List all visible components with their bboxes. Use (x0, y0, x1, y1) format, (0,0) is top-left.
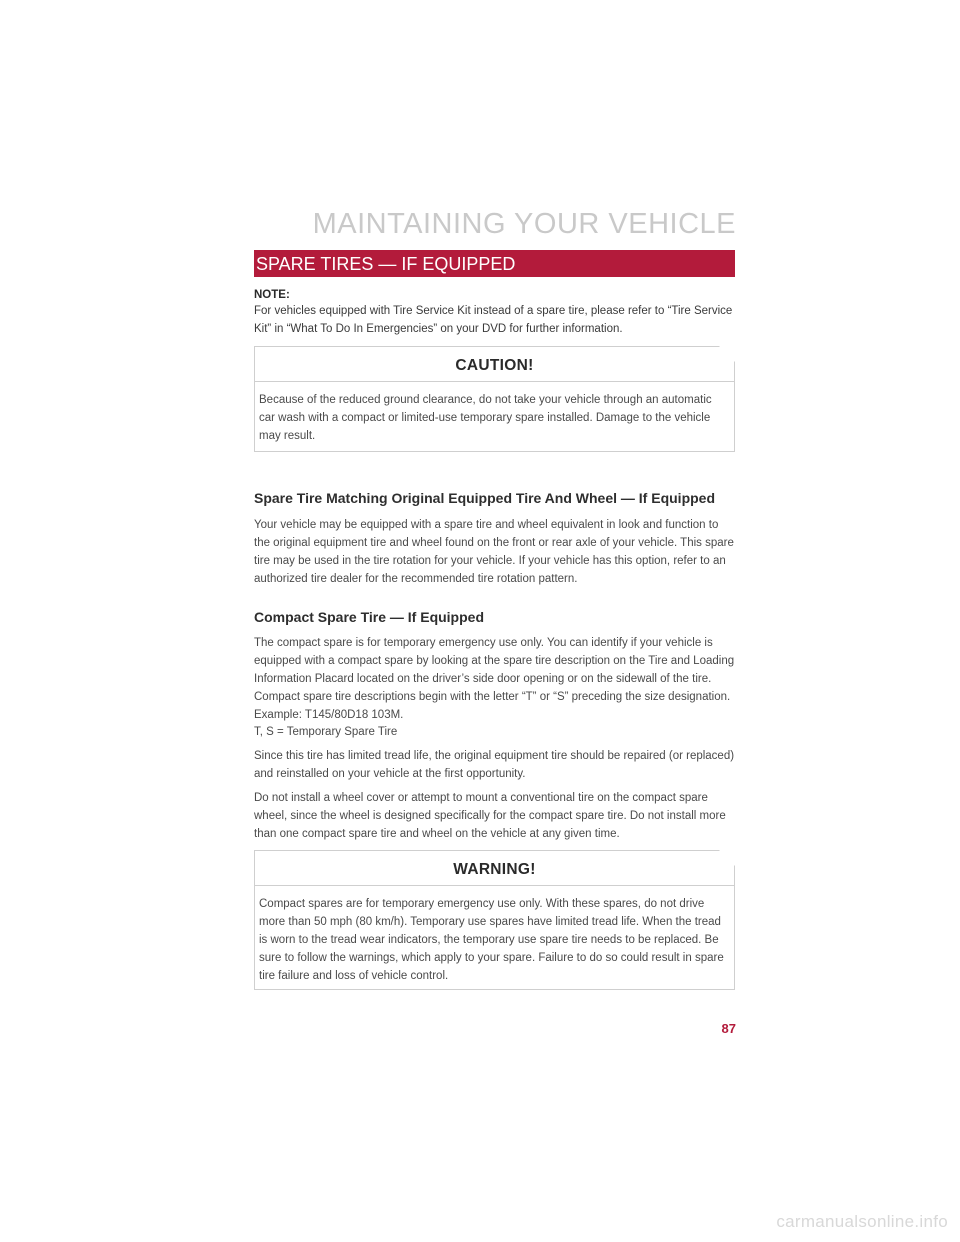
warning-box (254, 850, 735, 990)
page-number: 87 (721, 1021, 736, 1036)
section-title: SPARE TIRES — IF EQUIPPED (256, 254, 516, 274)
folded-corner (719, 346, 735, 362)
compact-spare-paragraph-4: Do not install a wheel cover or attempt to mount a conventional tire on the compact spare wheel, since the wheel is designed specifically for the compact spare tire. Do not install more than one compact spare tire and wheel on the vehicle at any given time. (254, 792, 726, 840)
warning-text: Compact spares are for temporary emergency use only. With these spares, do not drive more than 50 mph (80 km/h). Temporary use spares have limited tread life. When the tread is worn to the tread wear indicators, the temporary use spare tire needs to be replaced. Be sure to follow the warnings, which apply to your spare. Failure to do so could result in spare tire failure and loss of vehicle control. (259, 898, 724, 982)
folded-corner (719, 850, 735, 866)
caution-box (254, 346, 735, 452)
compact-spare-paragraph-3: Since this tire has limited tread life, the original equipment tire should be repaired (or replaced) and reinstalled on your vehicle at the first opportunity. (254, 750, 735, 780)
compact-spare-paragraph-2: T, S = Temporary Spare Tire (254, 726, 398, 738)
matching-spare-heading: Spare Tire Matching Original Equipped Tire And Wheel — If Equipped (254, 490, 716, 506)
chapter-title: MAINTAINING YOUR VEHICLE (312, 208, 736, 240)
caution-title: CAUTION! (255, 347, 734, 382)
section-title-bar (254, 250, 735, 277)
watermark: carmanualsonline.info (776, 1212, 948, 1231)
note-text: For vehicles equipped with Tire Service Kit instead of a spare tire, please refer to “Tire Service Kit” in “What To Do In Emergencies” on your DVD for further information. (254, 305, 733, 335)
warning-title: WARNING! (255, 851, 734, 886)
caution-text: Because of the reduced ground clearance, do not take your vehicle through an automatic car wash with a compact or limited-use temporary spare installed. Damage to the vehicle may result. (259, 394, 712, 442)
compact-spare-heading: Compact Spare Tire — If Equipped (254, 609, 485, 625)
matching-spare-text: Your vehicle may be equipped with a spare tire and wheel equivalent in look and function to the original equipment tire and wheel found on the front or rear axle of your vehicle. This spare tire may be used in the tire rotation for your vehicle. If your vehicle has this option, refer to an authorized tire dealer for the recommended tire rotation pattern. (254, 519, 734, 585)
note-label: NOTE: (254, 289, 290, 301)
compact-spare-paragraph-1: The compact spare is for temporary emergency use only. You can identify if your vehicle is equipped with a compact spare by looking at the spare tire description on the Tire and Loading Information Placard located on the driver’s side door opening or on the sidewall of the tire. Compact spare tire descriptions begin with the letter “T” or “S” preceding the size designation. Example: T145/80D18 103M. (254, 637, 735, 721)
